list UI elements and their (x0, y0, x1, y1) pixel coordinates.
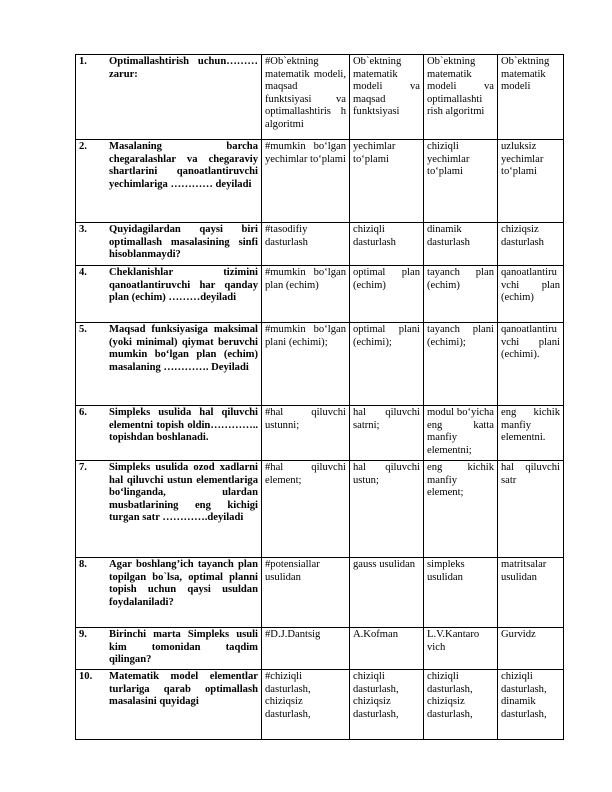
answer-option: L.V.Kantaro vich (424, 628, 498, 670)
answer-option: eng kichik manfiy elementni. (498, 406, 564, 461)
question-cell (76, 558, 262, 628)
answer-option-correct: #D.J.Dantsig (262, 628, 350, 670)
answer-option-correct: #chiziqli dasturlash, chiziqsiz dasturlash, (262, 670, 350, 740)
answer-option-correct: #mumkin bo‘lgan plan (echim) (262, 266, 350, 323)
table-row (76, 323, 564, 406)
question-cell (76, 628, 262, 670)
table-row (76, 670, 564, 740)
answer-option: hal qiluvchi satr (498, 461, 564, 558)
answer-option: uzluksiz yechimlar to‘plami (498, 140, 564, 223)
table-row (76, 406, 564, 461)
question-text: Birinchi marta Simpleks usuli kim tomonidan taqdim qilingan? (109, 629, 258, 666)
answer-option: chiziqli dasturlash, chiziqsiz dasturlash, (350, 670, 424, 740)
question-cell (76, 406, 262, 461)
table-row (76, 55, 564, 140)
answer-option-correct: #tasodifiy dasturlash (262, 223, 350, 266)
table-row (76, 461, 564, 558)
question-number: 8. (79, 559, 87, 570)
answer-option-correct: #Ob`ektning matematik modeli, maqsad funktsiyasi va optimallashtiris h algoritmi (262, 55, 350, 140)
answer-option: chiziqli dasturlash, chiziqsiz dasturlash, (424, 670, 498, 740)
answer-option: chiziqli dasturlash, dinamik dasturlash, (498, 670, 564, 740)
answer-option: qanoatlantiru vchi plan (echim) (498, 266, 564, 323)
answer-option-correct: #hal qiluvchi ustunni; (262, 406, 350, 461)
question-number: 6. (79, 407, 87, 418)
question-number: 1. (79, 56, 87, 67)
answer-option: tayanch plan (echim) (424, 266, 498, 323)
question-text: Simpleks usulida ozod xadlarni hal qiluvchi ustun elementlariga bo‘linganda, ulardan musbatlarining eng kichigi turgan satr ………….deyiladi (109, 462, 258, 524)
question-text: Simpleks usulida hal qiluvchi elementni topish oldin………….. topishdan boshlanadi. (109, 407, 258, 444)
answer-option: chiziqsiz dasturlash (498, 223, 564, 266)
question-number: 10. (79, 671, 93, 682)
question-text: Agar boshlang’ich tayanch plan topilgan bo`lsa, optimal planni topish uchun qaysi usuldan foydalaniladi? (109, 559, 258, 608)
answer-option: optimal plan (echim) (350, 266, 424, 323)
question-number: 3. (79, 224, 87, 235)
question-number: 2. (79, 141, 87, 152)
answer-option: modul bo‘yicha eng katta manfiy elementni; (424, 406, 498, 461)
question-cell (76, 55, 262, 140)
question-text: Matematik model elementlar turlariga qarab optimallash masalasini quyidagi (109, 671, 258, 708)
answer-option: Gurvidz (498, 628, 564, 670)
question-text: Optimallashtirish uchun……… zarur: (109, 56, 258, 80)
answer-option: tayanch plani (echimi); (424, 323, 498, 406)
table-row (76, 140, 564, 223)
answer-option: A.Kofman (350, 628, 424, 670)
answer-option-correct: #hal qiluvchi element; (262, 461, 350, 558)
table-row (76, 628, 564, 670)
answer-option: optimal plani (echimi); (350, 323, 424, 406)
question-text: Quyidagilardan qaysi biri optimallash masalasining sinfi hisoblanmaydi? (109, 224, 258, 261)
answer-option: gauss usulidan (350, 558, 424, 628)
answer-option-correct: #mumkin bo‘lgan plani (echimi); (262, 323, 350, 406)
question-number: 4. (79, 267, 87, 278)
question-cell (76, 266, 262, 323)
question-number: 7. (79, 462, 87, 473)
question-cell (76, 461, 262, 558)
question-number: 9. (79, 629, 87, 640)
answer-option: chiziqli dasturlash (350, 223, 424, 266)
question-number: 5. (79, 324, 87, 335)
answer-option: matritsalar usulidan (498, 558, 564, 628)
table-row (76, 223, 564, 266)
question-text: Maqsad funksiyasiga maksimal (yoki minimal) qiymat beruvchi mumkin bo‘lgan plan (echim) masalaning …………. Deyiladi (109, 324, 258, 373)
question-cell (76, 670, 262, 740)
question-cell (76, 223, 262, 266)
answer-option: Ob`ektning matematik modeli va maqsad funktsiyasi (350, 55, 424, 140)
table-row (76, 558, 564, 628)
answer-option: simpleks usulidan (424, 558, 498, 628)
answer-option: qanoatlantiru vchi plani (echimi). (498, 323, 564, 406)
question-cell (76, 140, 262, 223)
answer-option: Ob`ektning matematik modeli (498, 55, 564, 140)
answer-option: eng kichik manfiy element; (424, 461, 498, 558)
question-text: Masalaning barcha chegaralashlar va chegaraviy shartlarini qanoatlantiruvchi yechimlariga ………… deyiladi (109, 141, 258, 190)
answer-option: hal qiluvchi ustun; (350, 461, 424, 558)
question-text: Cheklanishlar tizimini qanoatlantiruvchi har qanday plan (echim) ………deyiladi (109, 267, 258, 304)
answer-option: dinamik dasturlash (424, 223, 498, 266)
answer-option: hal qiluvchi satrni; (350, 406, 424, 461)
question-cell (76, 323, 262, 406)
answer-option: chiziqli yechimlar to‘plami (424, 140, 498, 223)
answer-option: yechimlar to‘plami (350, 140, 424, 223)
answer-option-correct: #potensiallar usulidan (262, 558, 350, 628)
table-row (76, 266, 564, 323)
answer-option: Ob`ektning matematik modeli va optimallashti rish algoritmi (424, 55, 498, 140)
quiz-table (75, 54, 564, 740)
answer-option-correct: #mumkin bo‘lgan yechimlar to‘plami (262, 140, 350, 223)
